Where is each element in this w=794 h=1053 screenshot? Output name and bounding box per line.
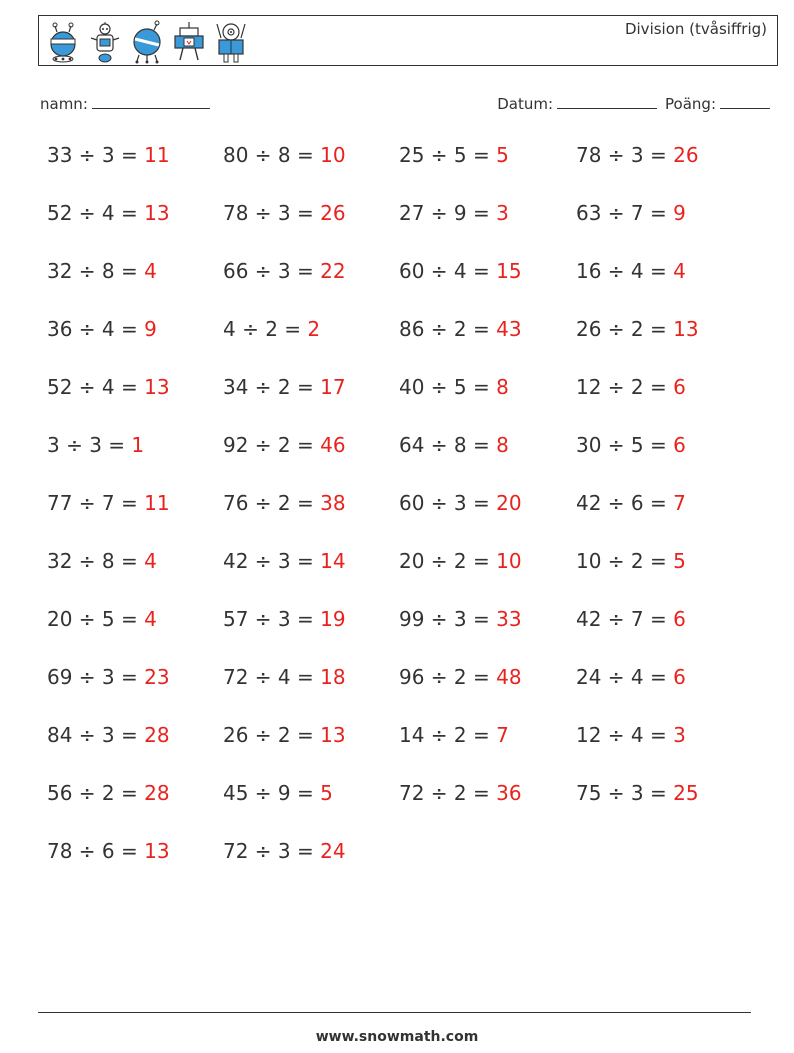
- robot-icon: [171, 20, 207, 64]
- problem-question: 45 ÷ 9 =: [223, 781, 321, 805]
- problem-cell: [399, 665, 522, 689]
- problem-cell: [223, 781, 333, 805]
- problem-answer: 15: [496, 259, 522, 283]
- problem-question: 24 ÷ 4 =: [576, 665, 674, 689]
- problem-answer: 14: [320, 549, 346, 573]
- problem-cell: [576, 491, 686, 515]
- problem-cell: [223, 723, 346, 747]
- problem-cell: [47, 607, 157, 631]
- problem-cell: [576, 607, 686, 631]
- problem-cell: [576, 723, 686, 747]
- problem-cell: [399, 375, 509, 399]
- problem-question: 34 ÷ 2 =: [223, 375, 321, 399]
- problem-cell: [47, 433, 144, 457]
- problem-row: [47, 491, 767, 549]
- problem-question: 10 ÷ 2 =: [576, 549, 674, 573]
- problem-answer: 46: [320, 433, 346, 457]
- problem-answer: 13: [144, 839, 170, 863]
- problem-answer: 13: [320, 723, 346, 747]
- problem-cell: [399, 143, 509, 167]
- problem-answer: 5: [320, 781, 333, 805]
- problem-question: 78 ÷ 3 =: [576, 143, 674, 167]
- problem-question: 72 ÷ 3 =: [223, 839, 321, 863]
- problem-answer: 22: [320, 259, 346, 283]
- problem-answer: 5: [496, 143, 509, 167]
- problem-answer: 19: [320, 607, 346, 631]
- name-blank[interactable]: [92, 93, 210, 109]
- problem-row: [47, 259, 767, 317]
- problem-cell: [399, 259, 522, 283]
- problem-answer: 11: [144, 491, 170, 515]
- problem-answer: 7: [673, 491, 686, 515]
- problem-cell: [576, 781, 699, 805]
- problem-question: 52 ÷ 4 =: [47, 375, 145, 399]
- problem-cell: [576, 201, 686, 225]
- problem-cell: [576, 317, 699, 341]
- problem-question: 20 ÷ 2 =: [399, 549, 497, 573]
- problem-row: [47, 607, 767, 665]
- problem-question: 96 ÷ 2 =: [399, 665, 497, 689]
- problem-grid: [47, 143, 767, 897]
- problem-answer: 4: [144, 549, 157, 573]
- problem-answer: 17: [320, 375, 346, 399]
- problem-question: 76 ÷ 2 =: [223, 491, 321, 515]
- problem-cell: [576, 143, 699, 167]
- problem-answer: 8: [496, 433, 509, 457]
- problem-question: 72 ÷ 4 =: [223, 665, 321, 689]
- problem-cell: [223, 607, 346, 631]
- problem-cell: [223, 433, 346, 457]
- problem-cell: [399, 201, 509, 225]
- problem-row: [47, 317, 767, 375]
- problem-row: [47, 549, 767, 607]
- problem-question: 32 ÷ 8 =: [47, 259, 145, 283]
- problem-answer: 24: [320, 839, 346, 863]
- problem-row: [47, 143, 767, 201]
- problem-answer: 8: [496, 375, 509, 399]
- problem-answer: 36: [496, 781, 522, 805]
- problem-question: 75 ÷ 3 =: [576, 781, 674, 805]
- problem-question: 52 ÷ 4 =: [47, 201, 145, 225]
- problem-question: 60 ÷ 3 =: [399, 491, 497, 515]
- problem-answer: 25: [673, 781, 699, 805]
- problem-cell: [576, 549, 686, 573]
- problem-cell: [399, 433, 509, 457]
- problem-question: 16 ÷ 4 =: [576, 259, 674, 283]
- problem-question: 12 ÷ 4 =: [576, 723, 674, 747]
- problem-answer: 9: [144, 317, 157, 341]
- problem-answer: 20: [496, 491, 522, 515]
- problem-row: [47, 839, 767, 897]
- header-box: [38, 15, 778, 66]
- problem-question: 66 ÷ 3 =: [223, 259, 321, 283]
- problem-answer: 3: [673, 723, 686, 747]
- problem-question: 25 ÷ 5 =: [399, 143, 497, 167]
- problem-cell: [47, 375, 170, 399]
- problem-cell: [47, 201, 170, 225]
- problem-answer: 7: [496, 723, 509, 747]
- problem-answer: 11: [144, 143, 170, 167]
- problem-answer: 13: [144, 201, 170, 225]
- problem-answer: 23: [144, 665, 170, 689]
- problem-answer: 43: [496, 317, 522, 341]
- problem-answer: 38: [320, 491, 346, 515]
- robot-icons: [45, 20, 249, 64]
- problem-question: 56 ÷ 2 =: [47, 781, 145, 805]
- problem-answer: 4: [144, 259, 157, 283]
- problem-question: 84 ÷ 3 =: [47, 723, 145, 747]
- name-label: namn:: [40, 95, 88, 113]
- robot-icon: [213, 20, 249, 64]
- problem-row: [47, 665, 767, 723]
- problem-answer: 26: [320, 201, 346, 225]
- problem-answer: 6: [673, 433, 686, 457]
- problem-row: [47, 723, 767, 781]
- problem-question: 69 ÷ 3 =: [47, 665, 145, 689]
- problem-answer: 28: [144, 781, 170, 805]
- problem-answer: 48: [496, 665, 522, 689]
- problem-cell: [47, 259, 157, 283]
- problem-answer: 28: [144, 723, 170, 747]
- problem-cell: [399, 607, 522, 631]
- problem-row: [47, 433, 767, 491]
- problem-answer: 1: [131, 433, 145, 457]
- problem-cell: [399, 549, 522, 573]
- footer-divider: [38, 1012, 751, 1013]
- problem-question: 27 ÷ 9 =: [399, 201, 497, 225]
- problem-question: 86 ÷ 2 =: [399, 317, 497, 341]
- problem-question: 42 ÷ 7 =: [576, 607, 674, 631]
- problem-cell: [399, 317, 522, 341]
- problem-answer: 4: [673, 259, 686, 283]
- problem-cell: [223, 839, 346, 863]
- problem-question: 3 ÷ 3 =: [47, 433, 132, 457]
- problem-answer: 4: [144, 607, 157, 631]
- problem-question: 78 ÷ 3 =: [223, 201, 321, 225]
- problem-answer: 26: [673, 143, 699, 167]
- name-field: [40, 93, 210, 113]
- problem-cell: [399, 723, 509, 747]
- problem-question: 14 ÷ 2 =: [399, 723, 497, 747]
- problem-cell: [47, 491, 170, 515]
- problem-cell: [399, 781, 522, 805]
- problem-row: [47, 375, 767, 433]
- robot-icon: [45, 20, 81, 64]
- problem-cell: [47, 665, 170, 689]
- problem-cell: [47, 781, 170, 805]
- problem-cell: [223, 143, 346, 167]
- date-label: Datum:: [497, 95, 554, 113]
- problem-cell: [223, 665, 346, 689]
- robot-icon: [129, 20, 165, 64]
- problem-question: 92 ÷ 2 =: [223, 433, 321, 457]
- score-blank[interactable]: [720, 93, 770, 109]
- problem-answer: 6: [673, 607, 686, 631]
- problem-cell: [223, 259, 346, 283]
- problem-question: 80 ÷ 8 =: [223, 143, 321, 167]
- footer-url: www.snowmath.com: [315, 1029, 479, 1045]
- problem-question: 26 ÷ 2 =: [223, 723, 321, 747]
- problem-question: 33 ÷ 3 =: [47, 143, 145, 167]
- problem-cell: [576, 433, 686, 457]
- problem-question: 12 ÷ 2 =: [576, 375, 674, 399]
- problem-cell: [47, 143, 170, 167]
- score-label: Poäng:: [665, 95, 716, 113]
- problem-answer: 10: [496, 549, 522, 573]
- problem-cell: [47, 723, 170, 747]
- problem-question: 4 ÷ 2 =: [223, 317, 308, 341]
- problem-answer: 3: [496, 201, 509, 225]
- problem-answer: 13: [144, 375, 170, 399]
- problem-answer: 6: [673, 665, 686, 689]
- problem-cell: [223, 549, 346, 573]
- problem-question: 20 ÷ 5 =: [47, 607, 145, 631]
- problem-question: 72 ÷ 2 =: [399, 781, 497, 805]
- problem-answer: 6: [673, 375, 686, 399]
- problem-question: 57 ÷ 3 =: [223, 607, 321, 631]
- problem-question: 26 ÷ 2 =: [576, 317, 674, 341]
- problem-cell: [576, 259, 686, 283]
- sheet-title: Division (tvåsiffrig): [624, 20, 767, 38]
- problem-cell: [399, 491, 522, 515]
- problem-question: 42 ÷ 3 =: [223, 549, 321, 573]
- problem-cell: [223, 201, 346, 225]
- problem-question: 40 ÷ 5 =: [399, 375, 497, 399]
- date-blank[interactable]: [557, 93, 657, 109]
- problem-row: [47, 201, 767, 259]
- problem-question: 36 ÷ 4 =: [47, 317, 145, 341]
- problem-cell: [223, 375, 346, 399]
- problem-cell: [223, 491, 346, 515]
- problem-question: 32 ÷ 8 =: [47, 549, 145, 573]
- problem-question: 78 ÷ 6 =: [47, 839, 145, 863]
- problem-question: 42 ÷ 6 =: [576, 491, 674, 515]
- problem-question: 77 ÷ 7 =: [47, 491, 145, 515]
- problem-row: [47, 781, 767, 839]
- problem-cell: [47, 549, 157, 573]
- problem-question: 60 ÷ 4 =: [399, 259, 497, 283]
- date-score-fields: [497, 93, 770, 113]
- problem-answer: 2: [307, 317, 321, 341]
- problem-answer: 10: [320, 143, 346, 167]
- problem-answer: 33: [496, 607, 522, 631]
- problem-cell: [576, 375, 686, 399]
- problem-cell: [47, 839, 170, 863]
- problem-answer: 13: [673, 317, 699, 341]
- problem-cell: [223, 317, 320, 341]
- robot-icon: [87, 20, 123, 64]
- problem-cell: [576, 665, 686, 689]
- problem-answer: 5: [673, 549, 686, 573]
- problem-answer: 18: [320, 665, 346, 689]
- problem-question: 64 ÷ 8 =: [399, 433, 497, 457]
- problem-question: 30 ÷ 5 =: [576, 433, 674, 457]
- problem-answer: 9: [673, 201, 686, 225]
- problem-question: 99 ÷ 3 =: [399, 607, 497, 631]
- problem-question: 63 ÷ 7 =: [576, 201, 674, 225]
- problem-cell: [47, 317, 157, 341]
